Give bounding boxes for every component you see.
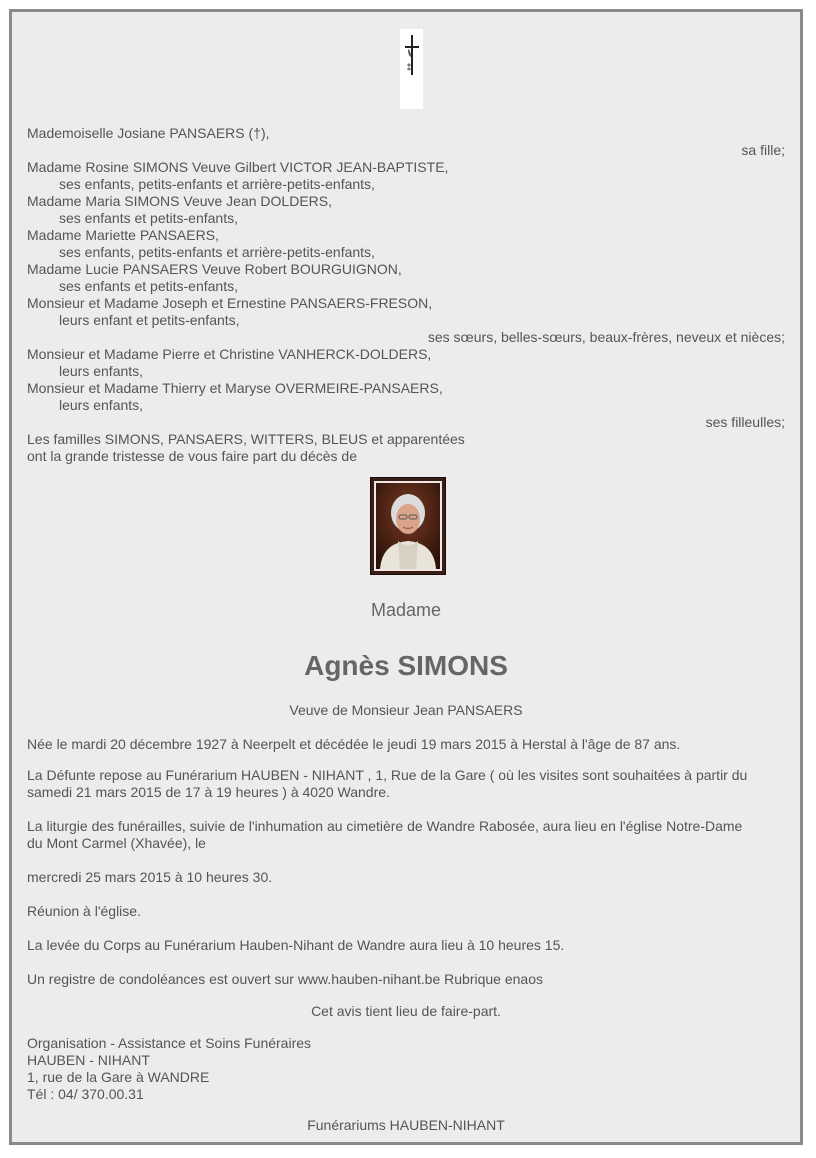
family-line: Madame Lucie PANSAERS Veuve Robert BOURGUIGNON, — [27, 261, 402, 277]
liturgy-line: du Mont Carmel (Xhavée), le — [27, 835, 206, 851]
family-list — [27, 125, 785, 465]
cross-icon — [400, 29, 423, 109]
obituary-card — [9, 9, 803, 1145]
funeral-date: mercredi 25 mars 2015 à 10 heures 30. — [27, 869, 273, 885]
notice-text: Cet avis tient lieu de faire-part. — [311, 1003, 501, 1019]
organisation-block — [27, 1035, 785, 1103]
deceased-title: Madame — [370, 600, 442, 620]
birth-death-text: Née le mardi 20 décembre 1927 à Neerpelt et décédée le jeudi 19 mars 2015 à Herstal à l'âge de 87 ans. — [27, 736, 681, 752]
repose-line: samedi 21 mars 2015 de 17 à 19 heures ) à 4020 Wandre. — [27, 784, 390, 800]
organisation-phone: Tél : 04/ 370.00.31 — [27, 1086, 144, 1102]
family-line: leurs enfants, — [59, 363, 144, 379]
family-line: ses filleulles; — [705, 414, 785, 430]
family-line: ses enfants, petits-enfants et arrière-petits-enfants, — [59, 244, 375, 260]
family-line: ses enfants et petits-enfants, — [59, 278, 238, 294]
levee-text: La levée du Corps au Funérarium Hauben-Nihant de Wandre aura lieu à 10 heures 15. — [27, 937, 565, 953]
organisation-line: HAUBEN - NIHANT — [27, 1052, 150, 1068]
family-line: Mademoiselle Josiane PANSAERS (†), — [27, 125, 270, 141]
family-line: leurs enfant et petits-enfants, — [59, 312, 240, 328]
widow-of: Veuve de Monsieur Jean PANSAERS — [289, 702, 523, 718]
family-line: leurs enfants, — [59, 397, 144, 413]
register-text: Un registre de condoléances est ouvert sur www.hauben-nihant.be Rubrique enaos — [27, 971, 543, 987]
liturgy-paragraph — [27, 818, 785, 852]
family-line: Monsieur et Madame Joseph et Ernestine PANSAERS-FRESON, — [27, 295, 433, 311]
family-line: Monsieur et Madame Pierre et Christine VANHERCK-DOLDERS, — [27, 346, 432, 362]
family-line: Madame Maria SIMONS Veuve Jean DOLDERS, — [27, 193, 333, 209]
family-line: Madame Mariette PANSAERS, — [27, 227, 219, 243]
footer-text: Funérariums HAUBEN-NIHANT — [307, 1117, 505, 1133]
portrait-image — [376, 483, 440, 569]
family-line: Madame Rosine SIMONS Veuve Gilbert VICTOR JEAN-BAPTISTE, — [27, 159, 449, 175]
family-line: ses enfants, petits-enfants et arrière-petits-enfants, — [59, 176, 375, 192]
family-line: ses sœurs, belles-sœurs, beaux-frères, neveux et nièces; — [427, 329, 785, 345]
meeting-text: Réunion à l'église. — [27, 903, 141, 919]
family-line: ses enfants et petits-enfants, — [59, 210, 238, 226]
family-line: ont la grande tristesse de vous faire part du décès de — [27, 448, 357, 464]
repose-paragraph — [27, 767, 785, 801]
organisation-line: Organisation - Assistance et Soins Funéraires — [27, 1035, 312, 1051]
family-line: Monsieur et Madame Thierry et Maryse OVERMEIRE-PANSAERS, — [27, 380, 443, 396]
family-line: sa fille; — [741, 142, 785, 158]
organisation-line: 1, rue de la Gare à WANDRE — [27, 1069, 210, 1085]
repose-line: La Défunte repose au Funérarium HAUBEN - NIHANT , 1, Rue de la Gare ( où les visites sont souhaitées à partir du — [27, 767, 748, 783]
liturgy-line: La liturgie des funérailles, suivie de l'inhumation au cimetière de Wandre Rabosée, aura lieu en l'église Notre-Dame — [27, 818, 743, 834]
crucifix-image — [400, 29, 423, 109]
deceased-name: Agnès SIMONS — [304, 650, 508, 681]
family-line: Les familles SIMONS, PANSAERS, WITTERS, BLEUS et apparentées — [27, 431, 465, 447]
portrait-photo — [370, 477, 446, 575]
